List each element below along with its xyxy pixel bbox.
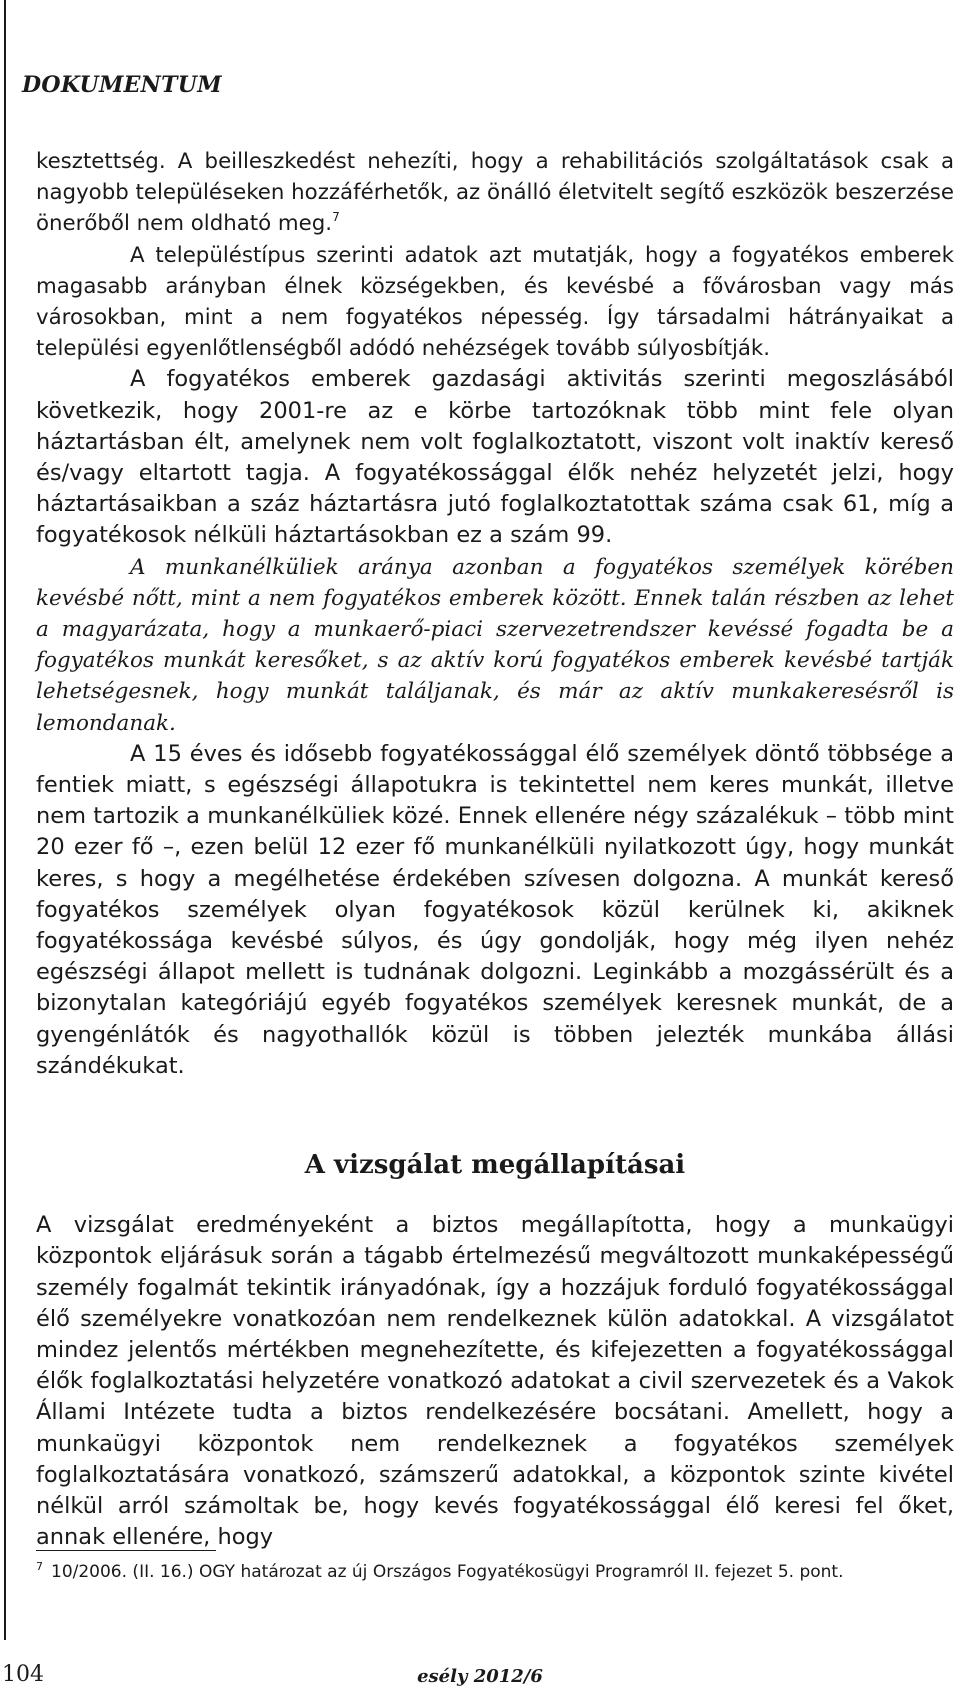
page-number: 104 bbox=[2, 1662, 44, 1687]
paragraph-5: A 15 éves és idősebb fogyatékossággal élő személyek döntő többsége a fentiek miatt, s egészségi állapotukra is tekintettel nem keres munkát, illetve nem tartozik a munkanélküliek közé. Ennek ellenére négy százalékuk – több mint 20 ezer fő –, ezen belül 12 ezer fő munkanélküli nyilatkozott úgy, hogy munkát keres, s hogy a megélhetése érdekében szívesen dolgozna. A munkát kereső fogyatékos személyek olyan fogyatékosok közül kerülnek ki, akiknek fogyatékossága kevésbé súlyos, és úgy gondolják, hogy még ilyen nehéz egészségi állapot mellett is tudnának dolgozni. Leginkább a mozgássérült és a bizonytalan kategóriájú egyéb fogyatékos személyek keresnek munkát, de a gyengénlátók és nagyothallók közül is többen jelezték munkába állási szándékukat. bbox=[36, 740, 954, 1079]
main-text bbox=[36, 146, 954, 1553]
footnote bbox=[36, 1560, 954, 1584]
paragraph-3: A fogyatékos emberek gazdasági aktivitás szerinti megoszlásából következik, hogy 2001-re az e körbe tartozóknak több mint fele olyan háztartásban élt, amelynek nem volt foglalkoztatott, viszont volt inaktív kereső és/vagy eltartott tagja. A fogyatékossággal élők nehéz helyzetét jelzi, hogy háztartásaikban a száz háztartásra jutó foglalkoztatottak száma csak 61, míg a fogyatékosok nélküli háztartásokban ez a szám 99. bbox=[36, 366, 954, 549]
paragraph-2: A településtípus szerinti adatok azt mutatják, hogy a fogyatékos emberek magasabb arányban élnek községekben, és kevésbé a fővárosban vagy más városokban, mint a nem fogyatékos népesség. Így társadalmi hátrányaikat a települési egyenlőtlenségből adódó nehézségek tovább súlyosbítják. bbox=[36, 242, 954, 362]
journal-issue: esély 2012/6 bbox=[417, 1666, 543, 1687]
paragraph-1-text: kesztettség. A beilleszkedést nehezíti, hogy a rehabilitációs szolgáltatások csak a nagyobb településeken hozzáférhetők, az önálló életvitelt segítő eszközök beszerzése önerőből nem oldható meg. bbox=[36, 149, 954, 237]
footnote-text: 10/2006. (II. 16.) OGY határozat az új Országos Fogyatékosügyi Programról II. fejezet 5. pont. bbox=[51, 1562, 844, 1582]
left-margin-rule bbox=[4, 0, 6, 1640]
paragraph-4-italic: A munkanélküliek aránya azonban a fogyatékos személyek körében kevésbé nőtt, mint a nem fogyatékos emberek között. Ennek talán részben az lehet a magyarázata, hogy a munkaerő-piaci szervezetrendszer kevéssé fogadta be a fogyatékos munkát keresőket, s az aktív korú fogyatékos emberek kevésbé tartják lehetségesnek, hogy munkát találjanak, és már az aktív munkakeresésről is lemondanak. bbox=[36, 554, 954, 736]
footnote-number: 7 bbox=[36, 1560, 43, 1573]
running-head: DOKUMENTUM bbox=[22, 72, 222, 98]
section-heading: A vizsgálat megállapításai bbox=[304, 1150, 686, 1181]
footnote-ref: 7 bbox=[332, 210, 340, 225]
paragraph-6: A vizsgálat eredményeként a biztos megállapította, hogy a munkaügyi központok eljárásuk során a tágabb értelmezésű megváltozott munkaképességű személy fogalmát tekintik irányadónak, így a hozzájuk forduló fogyatékossággal élő személyekre vonatkozóan nem rendelkeznek külön adatokkal. A vizsgálatot mindez jelentős mértékben megnehezítette, és kifejezetten a fogyatékossággal élők foglalkoztatási helyzetére vonatkozó adatokat a civil szervezetek és a Vakok Állami Intézete tudta a biztos rendelkezésére bocsátani. Amellett, hogy a munkaügyi központok nem rendelkeznek a fogyatékos személyek foglalkoztatására vonatkozó, számszerű adatokkal, a központok szinte kivétel nélkül arról számoltak be, hogy kevés fogyatékossággal élő keresi fel őket, annak ellenére, hogy bbox=[36, 1212, 954, 1551]
paragraph-1 bbox=[36, 146, 954, 240]
footnote-separator bbox=[36, 1550, 216, 1551]
